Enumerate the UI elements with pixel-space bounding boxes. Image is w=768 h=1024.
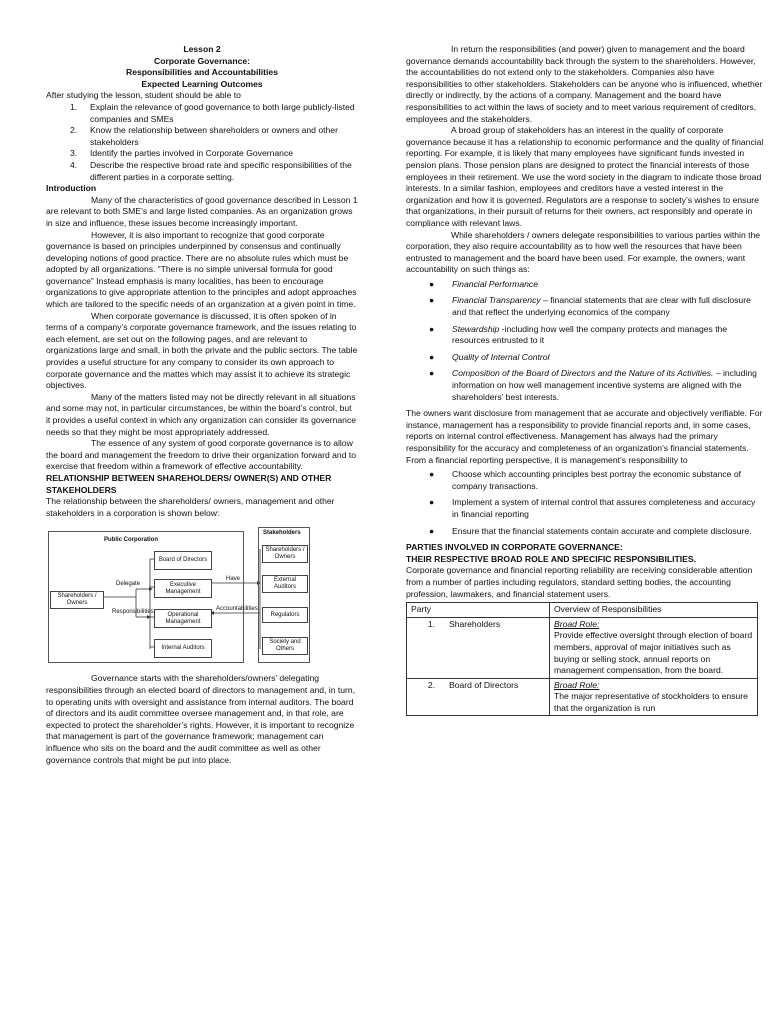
table-row xyxy=(407,617,758,678)
list-item: ● Financial Transparency – financial statements that are clear with full disclosure and that reflect the underlying economics of the company xyxy=(429,295,751,318)
list-item: ● Ensure that the financial statements contain accurate and complete disclosure. xyxy=(429,525,752,536)
table-cell: 2. Board of Directors xyxy=(407,678,550,716)
list-item: 1. Explain the relevance of good governance to both large publicly-listed companies and SMEs xyxy=(70,101,355,124)
lesson-subtitle: Corporate Governance: xyxy=(154,55,250,66)
relationship-heading: RELATIONSHIP BETWEEN SHAREHOLDERS/ OWNER(S) AND OTHER STAKEHOLDERS xyxy=(46,472,332,495)
paragraph: In return the responsibilities (and power) given to management and the board governance demands accountability back through the system to the shareholders. However, the accountabilities do not extend only to the stakeholders. Companies also have responsibilities to other stakeholders. Stakeholders can be anyone who is influenced, whether directly or indirectly, by the actions of a company. Management and the board have responsibilities to act within the laws of society and to meet various requirement of creditors, employees and the stakeholders. xyxy=(406,44,763,124)
paragraph: Corporate governance and financial reporting reliability are receiving considerable attention from a number of parties including regulators, standard setting bodies, the accounting profession, lawmakers, and financial statement users. xyxy=(406,565,753,599)
outcomes-list xyxy=(46,102,358,183)
lesson-title: Lesson 2 xyxy=(183,44,221,54)
parties-subheading: THEIR RESPECTIVE BROAD ROLE AND SPECIFIC RESPONSIBILITIES. xyxy=(406,553,696,564)
stake-owners-box: Shareholders / Owners xyxy=(262,545,308,563)
have-label: Have xyxy=(226,576,241,583)
table-header: Party xyxy=(407,603,550,618)
list-item: ● Stewardship -including how well the company protects and manages the resources entrusted to it xyxy=(429,323,728,346)
intro-line: After studying the lesson, student should be able to xyxy=(46,90,241,101)
list-item: 2. Know the relationship between shareholders or owners and other stakeholders xyxy=(70,125,338,147)
table-cell: 1. Shareholders xyxy=(407,617,550,678)
list-item: ● Quality of Internal Control xyxy=(429,351,550,362)
responsibilities-label: Responsibilities xyxy=(112,609,154,616)
delegate-label: Delegate xyxy=(116,581,141,588)
table-header: Overview of Responsibilities xyxy=(550,603,758,618)
board-box: Board of Directors xyxy=(154,551,212,570)
table-cell: Broad Role: Provide effective oversight through election of board members, approval of major initiatives such as buying or selling stock, annual reports on management compensation, from the board. xyxy=(550,617,758,678)
right-column xyxy=(406,44,764,716)
relationship-text: The relationship between the shareholders/ owners, management and other stakeholders in a corporation is shown below: xyxy=(46,496,335,518)
management-list xyxy=(406,469,764,537)
list-item: ● Implement a system of internal control that assures completeness and accuracy in financial reporting xyxy=(429,497,756,519)
regulators-box: Regulators xyxy=(262,607,308,623)
external-auditors-box: External Auditors xyxy=(262,575,308,593)
parties-table xyxy=(406,602,758,716)
paragraph: Many of the characteristics of good governance described in Lesson 1 are relevant to both SME’s and large listed companies. As an organization grows in size and influence, these issues become increasingly important. xyxy=(46,194,358,228)
governance-diagram xyxy=(46,527,358,663)
paragraph: Many of the matters listed may not be directly relevant in all situations and some may not, in particular circumstances, be within the board’s control, but it provides a useful context in which any organization can consider its governance needs so that they might be most appropriately addressed. xyxy=(46,391,357,437)
paragraph: The owners want disclosure from management that ae accurate and objectively verifiable. For instance, management has a responsibility to provide financial reports and, in some cases, reports on internal control effectiveness. Management has always had the primary responsibility for the accuracy and completeness of an organization’s financial statements. From a financial reporting perspective, it is management’s responsibility to xyxy=(406,408,763,465)
public-corporation-label: Public Corporation xyxy=(104,537,158,544)
list-item: ● Composition of the Board of Directors and the Nature of its Activities. – including information on how well management incentive systems are aligned with the shareholders’ best interests. xyxy=(429,368,757,402)
lesson-subtitle-2: Responsibilities and Accountabilities xyxy=(125,67,278,78)
paragraph: A broad group of stakeholders has an interest in the quality of corporate governance because it has a relationship to economic performance and the quality of financial reporting. For example, it is likely that many employees have significant funds invested in pension plans. Those pension plans are designed to protect the financial interests of those employees in their retirement. We use the word society in the diagram to indicate those broad interests. In a similar fashion, employees and creditors have a vested interest in the organization and how it is governed. Regulators are a response to society’s wishes to ensure that organizations, in their pursuit of returns for their owners, act responsibly and operate in compliance with relevant laws. xyxy=(406,125,764,228)
outcomes-heading: Expected Learning Outcomes xyxy=(141,78,263,89)
introduction-heading: Introduction xyxy=(46,183,97,194)
paragraph: However, it is also important to recognize that good corporate governance is based on principles underpinned by consensus and continually developing notions of good practice. There are no absolute rules which must be adopted by all organizations. “There is no simple universal formula for good governance” Instead emphasis is many localities, has been to encourage organizations to give appropriate attention to the principles and adopt approaches which are tailored to the specific needs of an organization at a given point in time. xyxy=(46,229,357,310)
list-item: 4. Describe the respective broad rate and specific responsibilities of the different parties in a corporate setting. xyxy=(70,159,352,182)
list-item: ● Financial Performance xyxy=(429,278,538,289)
owners-box: Shareholders / Owners xyxy=(50,591,104,609)
stakeholders-title: Stakeholders xyxy=(263,530,301,537)
operational-box: Operational Management xyxy=(154,609,212,628)
paragraph: Governance starts with the shareholders/owners’ delegating responsibilities through an elected board of directors to management and, in turn, to operating units with oversight and assistance from internal auditors. The board of directors and its audit committee oversee management and, in that role, are expected to protect the shareholder’s rights. However, it is important to recognize that management is part of the governance framework; management can influence who sits on the board and the audit committee as well as other governance controls that might be put into place. xyxy=(46,673,356,765)
executive-box: Executive Management xyxy=(154,579,212,598)
table-row xyxy=(407,678,758,716)
left-column xyxy=(46,44,358,766)
paragraph: When corporate governance is discussed, it is often spoken of in terms of a company’s corporate governance framework, and the issues relating to each element, are set out on the following pages, and are relevant to organizations large and small, in both the private and the public sectors. The table provides a useful structure for any company to consider its own approach to corporate governance and the mattes which may assist it to achieve its strategic objectives. xyxy=(46,310,358,391)
table-header-row xyxy=(407,603,758,618)
internal-auditors-box: Internal Auditors xyxy=(154,639,212,658)
list-item: 3. Identify the parties involved in Corporate Governance xyxy=(70,148,294,159)
accountability-list xyxy=(406,279,764,403)
parties-heading: PARTIES INVOLVED IN CORPORATE GOVERNANCE: xyxy=(406,542,623,553)
list-item: ● Choose which accounting principles best portray the economic substance of company transactions. xyxy=(429,469,742,491)
table-cell: Broad Role: The major representative of stockholders to ensure that the organization is run xyxy=(550,678,758,716)
society-box: Society and Others xyxy=(262,637,308,655)
accountabilities-label: Accountabilities xyxy=(216,606,258,613)
paragraph: While shareholders / owners delegate responsibilities to various parties within the corporation, they also require accountability as to how well the resources that have been entrusted to management and the board have been used. For example, the owners, want accountability on such things as: xyxy=(406,229,761,275)
paragraph: The essence of any system of good corporate governance is to allow the board and management the freedom to drive their organization forward and to exercise that freedom within a framework of effective accountability. xyxy=(46,438,357,472)
